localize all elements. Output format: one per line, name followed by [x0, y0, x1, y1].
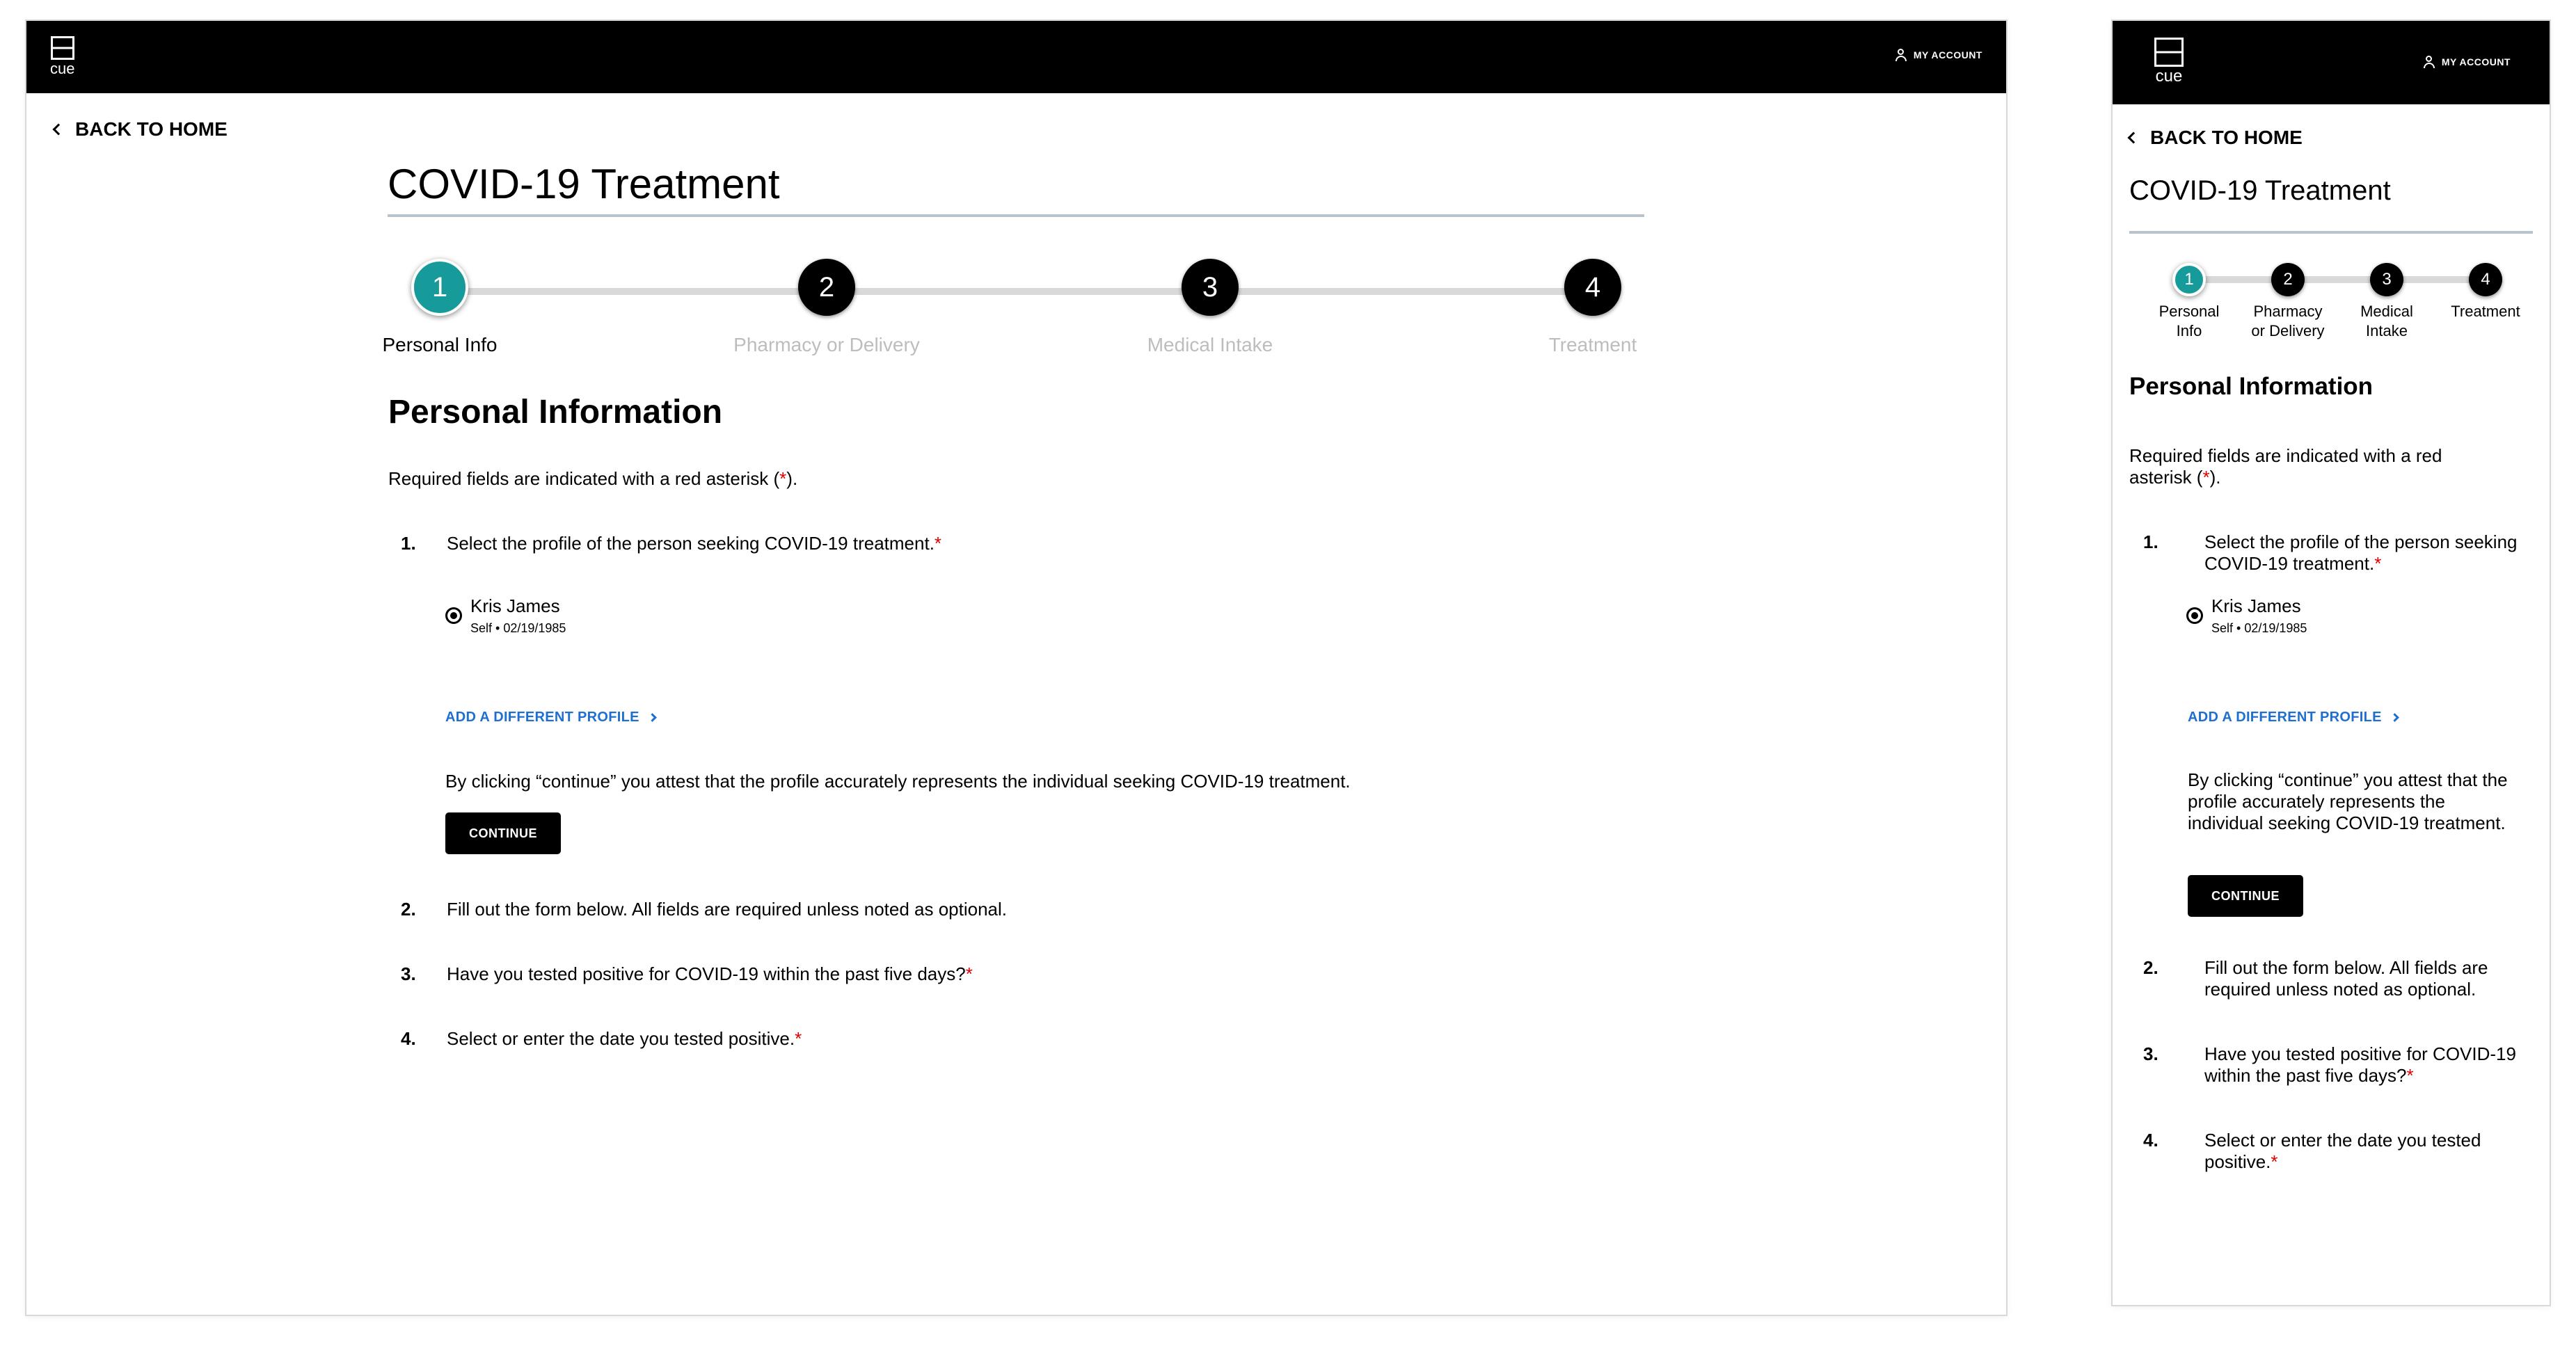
- cue-logo-icon: [51, 36, 74, 60]
- mobile-view: [2113, 21, 2550, 1305]
- question-2: 2. Fill out the form below. All fields are required unless noted as optional.: [401, 899, 1008, 920]
- page-title: COVID-19 Treatment: [388, 161, 780, 207]
- required-asterisk: *: [779, 468, 787, 489]
- logo-text: cue: [50, 60, 75, 77]
- required-fields-note: Required fields are indicated with a red asterisk (*).: [2129, 445, 2442, 488]
- step-4-label: Treatment: [1548, 334, 1637, 355]
- page-title: COVID-19 Treatment: [2129, 175, 2391, 206]
- my-account-link[interactable]: [1895, 49, 1982, 61]
- title-divider: [388, 214, 1644, 217]
- section-title: Personal Information: [388, 394, 723, 431]
- chevron-right-icon: [2390, 713, 2399, 722]
- profile-name: Kris James: [2211, 595, 2301, 616]
- step-1-label: Personal Info: [2158, 303, 2220, 339]
- my-account-link[interactable]: [2424, 56, 2511, 68]
- profile-option[interactable]: [445, 595, 566, 636]
- required-asterisk: *: [2202, 467, 2210, 488]
- add-different-profile-link[interactable]: ADD A DIFFERENT PROFILE: [445, 710, 655, 726]
- logo-text: cue: [2155, 67, 2183, 86]
- question-1: 1. Select the profile of the person seeking COVID-19 treatment.*: [2143, 531, 2518, 574]
- user-icon: [1895, 49, 1907, 61]
- profile-radio[interactable]: [2186, 607, 2203, 624]
- step-3-label: Medical Intake: [1147, 334, 1273, 355]
- chevron-right-icon: [648, 713, 657, 722]
- question-3: 3. Have you tested positive for COVID-19 within the past five days?*: [2143, 1043, 2516, 1086]
- my-account-label: MY ACCOUNT: [2441, 56, 2511, 67]
- step-3-label: Medical Intake: [2360, 303, 2413, 339]
- cue-logo-icon: [2154, 38, 2184, 67]
- attestation-text: By clicking “continue” you attest that the profile accurately represents the individual seeking COVID-19 treatment.: [445, 771, 1351, 792]
- step-4-label: Treatment: [2451, 303, 2520, 320]
- back-label: BACK TO HOME: [75, 118, 228, 140]
- cue-logo[interactable]: [2154, 38, 2184, 85]
- step-4-circle[interactable]: 4: [1564, 259, 1621, 316]
- question-1: 1. Select the profile of the person seeking COVID-19 treatment.*: [401, 533, 942, 554]
- continue-button[interactable]: CONTINUE: [445, 812, 561, 854]
- step-2-label: Pharmacy or Delivery: [733, 334, 920, 355]
- chevron-left-icon: [53, 124, 65, 136]
- stepper-track: [2189, 276, 2481, 283]
- question-3: 3. Have you tested positive for COVID-19 within the past five days?*: [401, 963, 973, 984]
- back-to-home-link[interactable]: [2129, 127, 2303, 149]
- step-2-circle[interactable]: 2: [798, 259, 855, 316]
- step-2-label: Pharmacy or Delivery: [2251, 303, 2325, 339]
- profile-option[interactable]: [2186, 595, 2307, 636]
- profile-detail: Self • 02/19/1985: [470, 621, 566, 635]
- step-1-circle[interactable]: 1: [2172, 263, 2206, 296]
- question-2: 2. Fill out the form below. All fields are required unless noted as optional.: [2143, 957, 2488, 1000]
- my-account-label: MY ACCOUNT: [1913, 49, 1982, 61]
- required-fields-note: Required fields are indicated with a red asterisk (*).: [388, 468, 798, 489]
- step-1-circle[interactable]: 1: [411, 259, 468, 316]
- user-icon: [2424, 56, 2435, 68]
- cue-logo[interactable]: [50, 36, 74, 77]
- profile-detail: Self • 02/19/1985: [2211, 621, 2307, 635]
- step-1-label: Personal Info: [382, 334, 498, 355]
- desktop-view: [26, 21, 2006, 1315]
- question-4: 4. Select or enter the date you tested positive.*: [401, 1028, 802, 1049]
- top-navigation-bar: [2113, 21, 2550, 104]
- profile-name: Kris James: [470, 595, 560, 616]
- back-label: BACK TO HOME: [2150, 127, 2303, 148]
- title-divider: [2129, 231, 2533, 234]
- profile-radio[interactable]: [445, 607, 462, 624]
- back-to-home-link[interactable]: [54, 118, 228, 141]
- step-4-circle[interactable]: 4: [2469, 263, 2502, 296]
- stepper-track: [440, 288, 1589, 295]
- chevron-left-icon: [2128, 132, 2140, 144]
- step-3-circle[interactable]: 3: [1182, 259, 1239, 316]
- step-2-circle[interactable]: 2: [2271, 263, 2305, 296]
- question-4: 4. Select or enter the date you tested positive.*: [2143, 1130, 2481, 1172]
- attestation-text: By clicking “continue” you attest that the profile accurately represents the individual seeking COVID-19 treatment.: [2188, 769, 2508, 833]
- continue-button[interactable]: CONTINUE: [2188, 875, 2303, 917]
- step-3-circle[interactable]: 3: [2370, 263, 2403, 296]
- section-title: Personal Information: [2129, 373, 2374, 400]
- add-different-profile-link[interactable]: ADD A DIFFERENT PROFILE: [2188, 710, 2398, 726]
- top-navigation-bar: [26, 21, 2006, 93]
